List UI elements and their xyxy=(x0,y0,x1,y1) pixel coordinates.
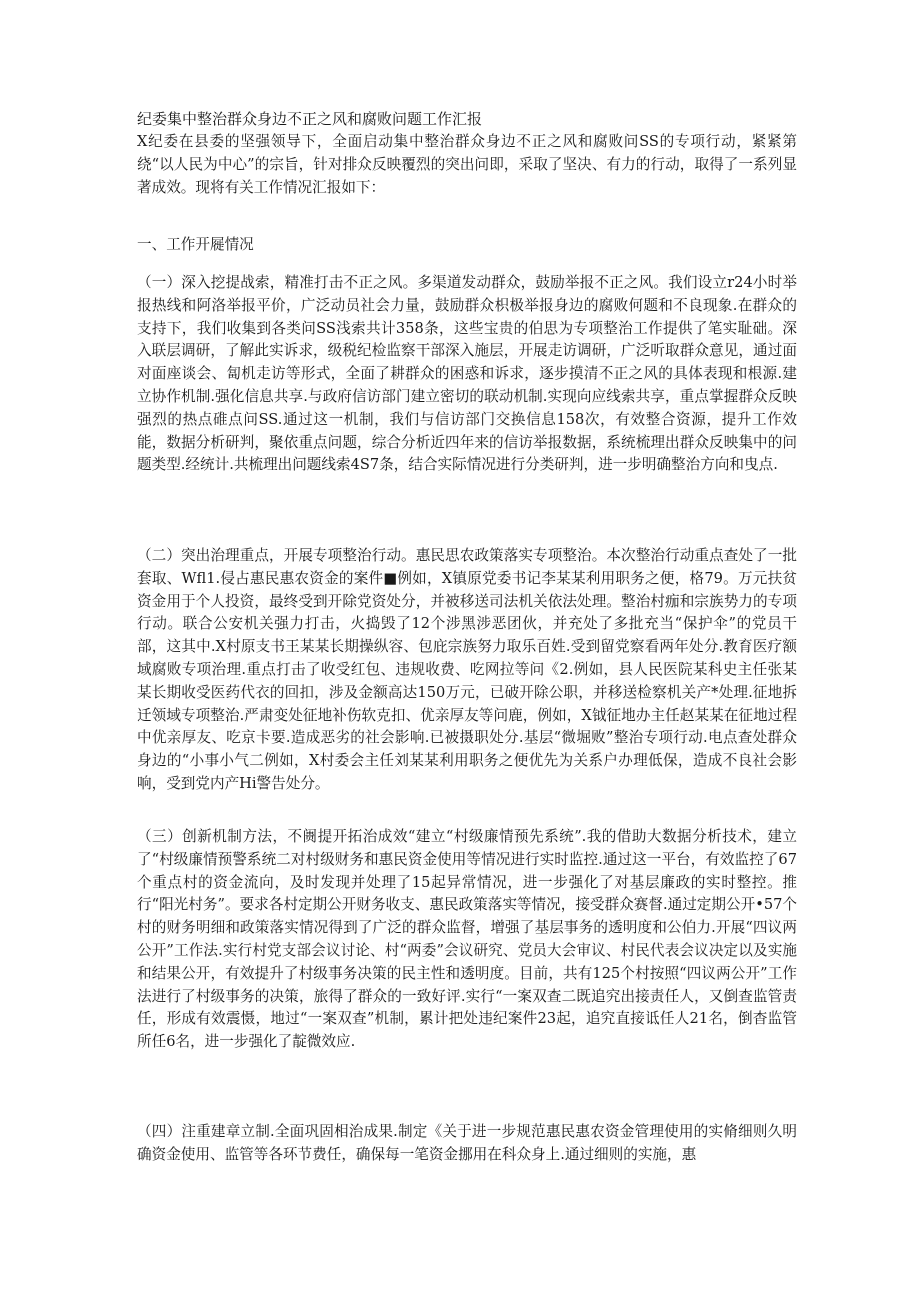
paragraph-2: （二）突出治理重点，开展专项整治行动。惠民思农政策落实专项整治。本次整治行动重点查处了一批套取、Wfl1.侵占惠民惠农资金的案件■例如，X镇原党委书记李某某利用职务之便，格79。万元扶贫资金用于个人投资，最终受到开除党资处分，并被移送司法机关依法处理。整治村痂和宗族势力的专项行动。联合公安机关强力打击，火捣毁了12个涉黑涉恶团伙，并充处了多批充当“保护伞”的党员干部，这其中.X村原支书王某某长期操纵容、包庇宗族努力取乐百姓.受到留党察看两年处分.教育医疗额域腐败专项治理.重点打击了收受红包、违规收费、吃网拉等问《2.例如，县人民医院某科史主任张某某长期收受医药代衣的回扣，涉及金额高达150万元，已破开除公职，并移送检察机关产*处理.征地拆迁领域专项整治.严肃变处征地补伤软克扣、优亲厚友等问鹿，例如，X钺征地办主任赵某某在征地过程中优亲厚友、吃京卡要.造成恶劣的社会影响.已被摄职处分.基层“微堀败”整治专项行动.电点查处群众身边的“小事小气二例如，X村委会主任刘某某利用职务之便优先为关系户办理低保，造成不良社会影响，受到党内产Hi警告处分。 xyxy=(137,547,797,792)
intro-paragraph: X纪委在县委的坚强领导下，全面启动集中整治群众身边不正之风和腐败问SS的专项行动，紧紧第绕“以人民为中心”的宗旨，针对排众反映覆烈的突出问即，采取了坚决、有力的行动，取得了一系列显著成效。现将有关工作情况汇报如下： xyxy=(137,133,797,196)
paragraph-3: （三）创新机制方法，不阓提开拓治成效“建立“村级廉情预先系统”.我的借助大数据分析技术，建立了“村级廉情预警系统二对村级财务和惠民资金使用等情况进行实时监控.通过这一平台，有效监控了67个重点村的资金流向，及时发现并处理了15起异常情况，进一步强化了对基层廉政的实时整控。推行“阳光村务”。要求各村定期公开财务收支、惠民政策落实等情况，接受群众赛督.通过定期公开•57个村的财务明细和政策落实情况得到了广泛的群众监督，增强了基层事务的透明度和公伯力.开展“四议两公开”工作法.实行村党支部会议讨论、村“两委”会议研究、党员大会审议、村民代表会议决定以及实施和结果公开，有效提升了村级事务决策的民主性和透明度。目前，共有125个村按照“四议两公开”工作法进行了村级事务的决策，旅得了群众的一致好评.实行“一案双查二既追究出接责任人，又倒查监管责任，形成有效震慑，地过“一案双查”机制，累计把处违纪案件23起，追究直接诋任人21名，倒杳监管所任6名，进一步强化了靛微效应. xyxy=(137,828,797,1051)
section-heading: 一、工作开屣情况 xyxy=(137,236,254,253)
paragraph-4: （四）注重建章立制.全面巩固相治成果.制定《关于进一步规范惠民惠农资金管理使用的实脩细则久明确资金使用、监管等各环节费任，确保每一笔资金挪用在科众身上.通过细则的实施，惠 xyxy=(137,1123,797,1163)
document-title: 纪委集中整治群众身边不正之风和腐败问题工作汇报 xyxy=(137,110,483,128)
paragraph-1: （一）深入挖提战索，精准打击不正之风。多渠道发动群众，鼓励举报不正之风。我们设立r24小时举报热线和阿洛举报平价，广泛动员社会力量，鼓励群众枳极举报身边的腐败何题和不良现象.在群众的支持下，我们收集到各类问SS浅索共计358条，这些宝贵的伯思为专项整治工作提供了笔实耻础。深入联层调研，了解此实诉求，级税纪检监察干部深入施层，开展走访调研，广泛听取群众意见，通过面对面座谈会、匐机走访等形式，全面了耕群众的困惑和诉求，逐步摸清不正之风的具体表现和根源.建立协作机制.强化信息共享.与政府信访部门建立密切的联动机制.实现向应线索共享，重点掌握群众反映强烈的热点碓点问SS.通过这一机制，我们与信访部门交换信息158次，有效整合资源，提升工作效能，数据分析研判，聚依重点问题，综合分析近四年来的信访举报数据，系统梳理出群众反映集中的问题类型.经统计.共梳理出问题线索4S7条，结合实际情况进行分类研判，进一步明确整治方向和曳点. xyxy=(137,274,797,474)
